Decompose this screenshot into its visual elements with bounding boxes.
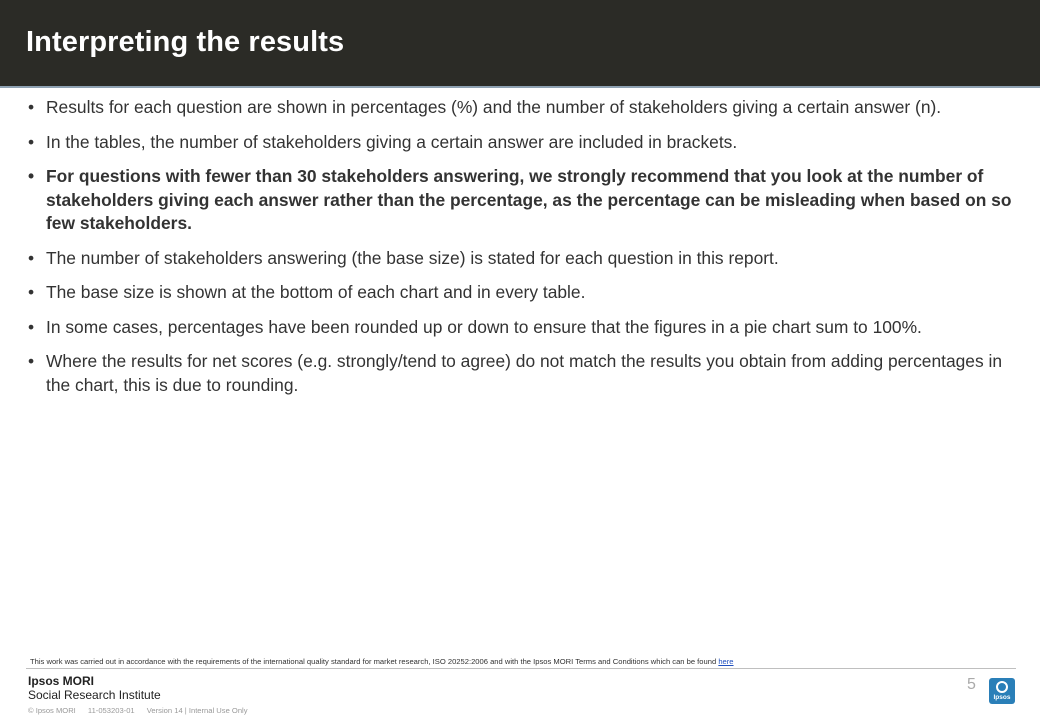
bullet-item: • The base size is shown at the bottom of each chart and in every table. xyxy=(28,281,1020,305)
bullet-item: • In some cases, percentages have been rounded up or down to ensure that the figures in a pie chart sum to 100%. xyxy=(28,316,1020,340)
bullet-item: • In the tables, the number of stakeholders giving a certain answer are included in brackets. xyxy=(28,131,1020,155)
ipsos-ring-icon xyxy=(996,681,1008,693)
title-accent-line xyxy=(0,86,1040,88)
logo-name: Ipsos MORI xyxy=(28,674,95,688)
bullet-item: • The number of stakeholders answering (the base size) is stated for each question in this report. xyxy=(28,247,1020,271)
bullet-item-emphasis: • For questions with fewer than 30 stakeholders answering, we strongly recommend that you look at the number of stakeholders giving each answer rather than the percentage, as the percentage can be misleading when based on so few stakeholders. xyxy=(28,165,1020,236)
copyright-text: © Ipsos MORI xyxy=(28,706,76,715)
disclaimer-text: This work was carried out in accordance with the requirements of the international quality standard for market research, ISO 20252:2006 and with the Ipsos MORI Terms and Conditions which can be found xyxy=(30,657,717,666)
disclaimer-link[interactable]: here xyxy=(718,657,734,666)
bullet-list xyxy=(28,96,1020,408)
ipsos-logo-icon xyxy=(989,678,1015,704)
badge-label: Ipsos xyxy=(993,694,1011,701)
page-number: 5 xyxy=(967,676,976,693)
bullet-item: • Results for each question are shown in percentages (%) and the number of stakeholders giving a certain answer (n). xyxy=(28,96,1020,120)
job-number: 11-053203-01 xyxy=(87,706,135,715)
quality-disclaimer xyxy=(30,657,930,666)
footer-divider xyxy=(26,668,1016,669)
logo-subtitle: Social Research Institute xyxy=(28,688,161,702)
version-text: Version 14 | Internal Use Only xyxy=(146,706,248,715)
copyright-line xyxy=(28,706,258,715)
slide-title: Interpreting the results xyxy=(26,26,345,58)
bullet-item: • Where the results for net scores (e.g. strongly/tend to agree) do not match the results you obtain from adding percentages in the chart, this is due to rounding. xyxy=(28,350,1020,397)
ipsos-mori-logo xyxy=(28,674,161,702)
title-bar xyxy=(0,0,1040,86)
